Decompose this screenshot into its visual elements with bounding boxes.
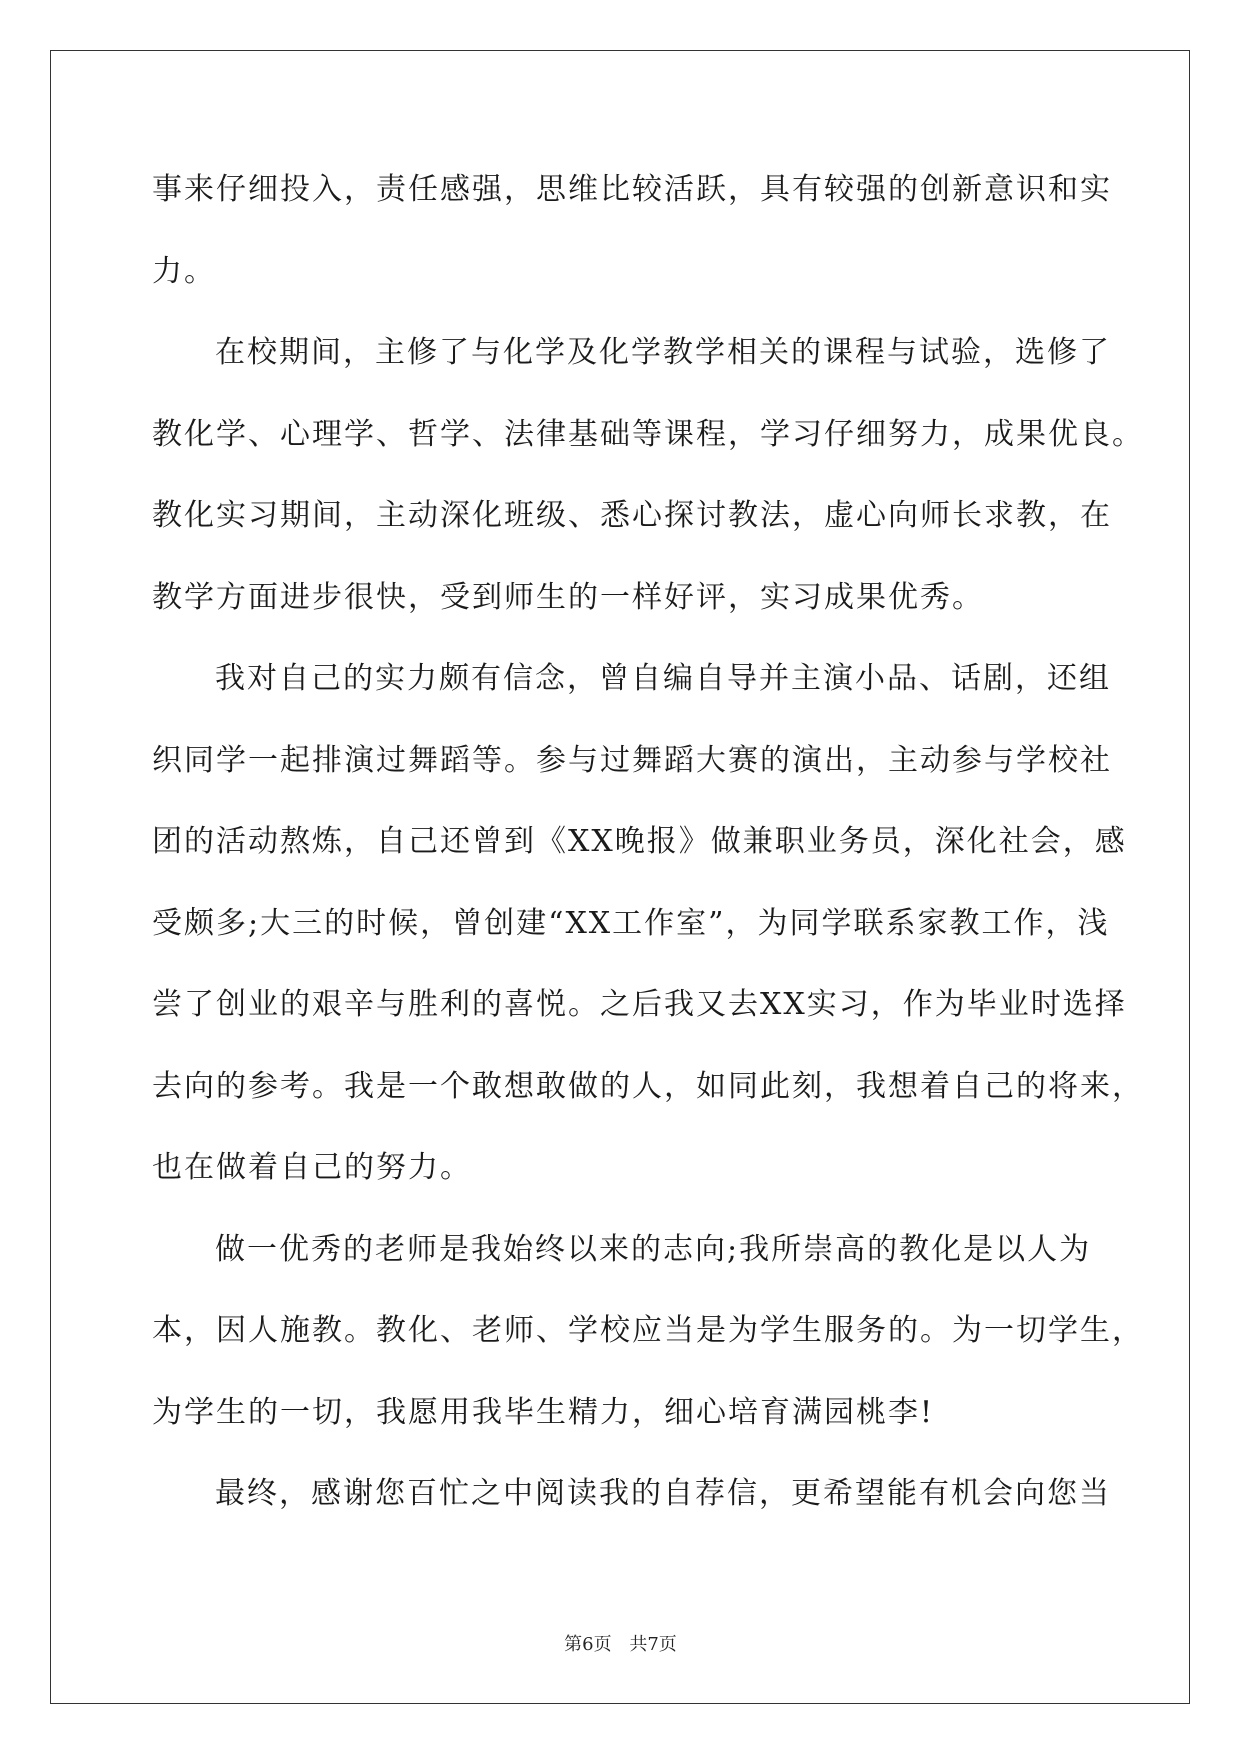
page-footer xyxy=(0,1630,1241,1656)
text-line: 受颇多;大三的时候，曾创建“XX工作室”，为同学联系家教工作，浅 xyxy=(152,905,1110,941)
body-text xyxy=(152,160,1144,1546)
text-line: 我对自己的实力颇有信念，曾自编自导并主演小品、话剧，还组 xyxy=(215,661,1111,696)
text-line: 在校期间，主修了与化学及化学教学相关的课程与试验，选修了 xyxy=(215,335,1111,370)
text-line: 也在做着自己的努力。 xyxy=(152,1150,472,1185)
text-line: 织同学一起排演过舞蹈等。参与过舞蹈大赛的演出，主动参与学校社 xyxy=(152,742,1112,778)
text-line: 为学生的一切，我愿用我毕生精力，细心培育满园桃李! xyxy=(152,1394,935,1430)
text-line: 教化实习期间，主动深化班级、悉心探讨教法，虚心向师长求教，在 xyxy=(152,498,1112,533)
text-line: 去向的参考。我是一个敢想敢做的人，如同此刻，我想着自己的将来， xyxy=(152,1068,1144,1104)
page-number-total: 共7页 xyxy=(629,1634,677,1655)
text-line: 事来仔细投入，责任感强，思维比较活跃，具有较强的创新意识和实 xyxy=(152,172,1112,207)
text-line: 教化学、心理学、哲学、法律基础等课程，学习仔细努力，成果优良。 xyxy=(152,416,1144,452)
text-line: 尝了创业的艰辛与胜利的喜悦。之后我又去XX实习，作为毕业时选择 xyxy=(152,987,1127,1022)
text-line: 教学方面进步很快，受到师生的一样好评，实习成果优秀。 xyxy=(152,579,984,615)
text-line: 力。 xyxy=(152,253,216,289)
text-line: 本，因人施教。教化、老师、学校应当是为学生服务的。为一切学生， xyxy=(152,1313,1144,1348)
page-number-current: 第6页 xyxy=(564,1634,612,1655)
text-line: 最终，感谢您百忙之中阅读我的自荐信，更希望能有机会向您当 xyxy=(215,1476,1111,1511)
text-line: 做一优秀的老师是我始终以来的志向;我所崇高的教化是以人为 xyxy=(215,1231,1092,1267)
text-line: 团的活动熬炼，自己还曾到《XX晚报》做兼职业务员，深化社会，感 xyxy=(152,824,1127,859)
